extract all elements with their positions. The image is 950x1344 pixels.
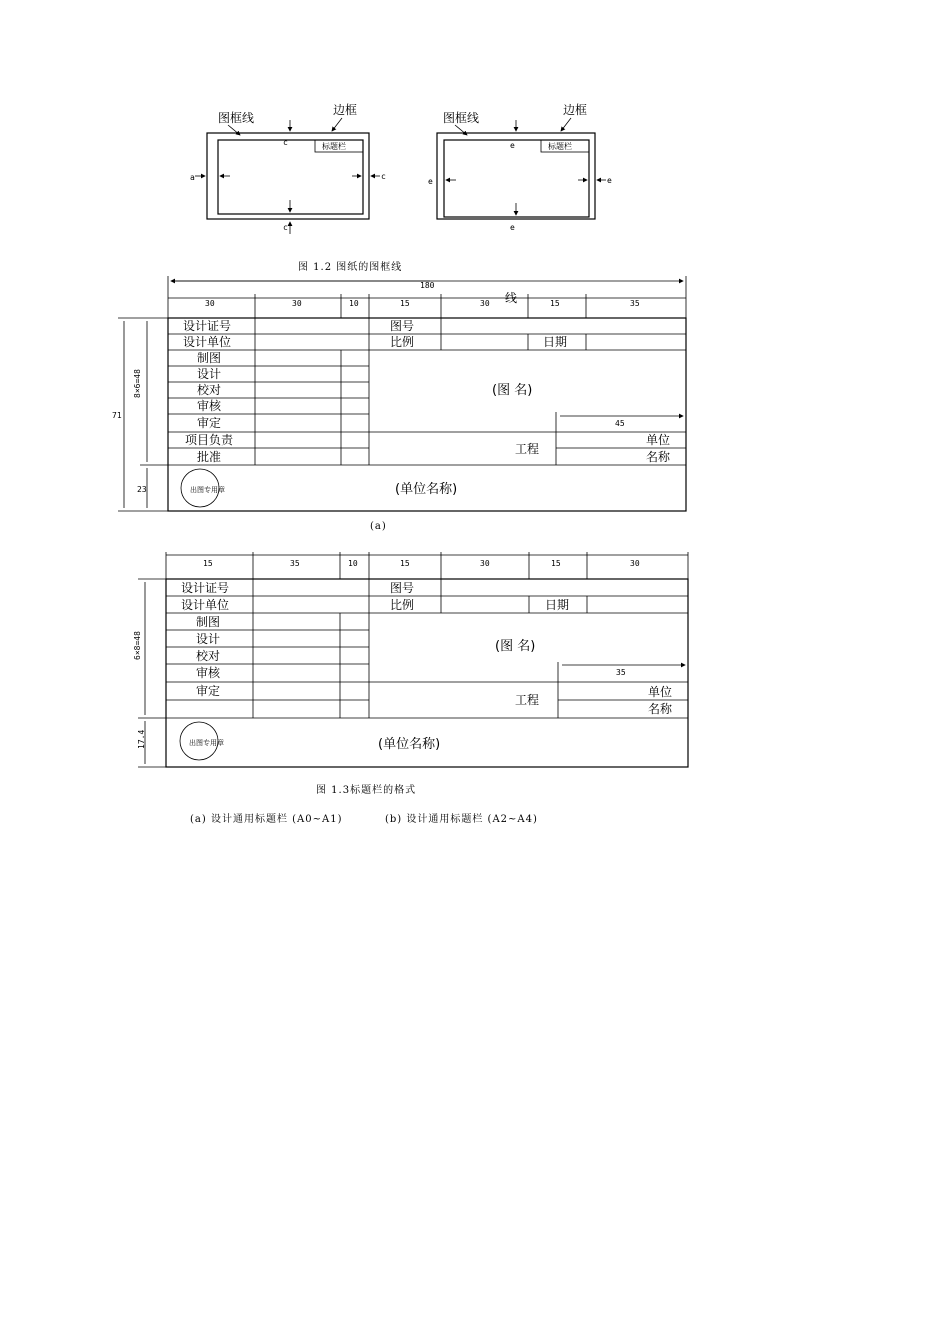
stamp-text: 出图专用章	[189, 739, 224, 747]
caption-a: (a) 设计通用标题栏 (A0~A1)	[190, 814, 343, 825]
fig12-caption: 图 1.2 图纸的图框线	[298, 262, 403, 273]
row-label: 设计	[197, 367, 222, 381]
height-bottom: 23	[137, 485, 147, 494]
row-label: 校对	[197, 383, 222, 397]
dim-e-bottom: e	[510, 223, 515, 232]
col-dim: 15	[400, 299, 410, 308]
row-label: 审核	[197, 399, 222, 413]
project-label: 工程	[515, 442, 540, 456]
drawing-no-label: 图号	[390, 319, 415, 333]
scale-label: 比例	[390, 598, 415, 612]
frame-line-callout: 图框线	[443, 111, 480, 125]
col-dim: 35	[290, 559, 300, 568]
row-label: 校对	[196, 649, 221, 663]
project-name-label: 名称	[646, 450, 671, 464]
fig12-right	[428, 102, 612, 232]
dim-c-right: c	[381, 172, 386, 181]
col-dim: 10	[349, 299, 359, 308]
company-name: (单位名称)	[395, 482, 458, 497]
row-label: 审定	[197, 416, 222, 430]
project-name-label: 名称	[648, 702, 673, 716]
row-label: 设计	[196, 632, 221, 646]
col-dim: 30	[480, 299, 490, 308]
dim-a: a	[190, 173, 195, 182]
title-block-label: 标题栏	[548, 142, 572, 151]
row-label: 设计证号	[183, 319, 232, 333]
drawing-no-label: 图号	[390, 581, 415, 595]
row-label: 批准	[197, 450, 222, 464]
col-dim: 30	[630, 559, 640, 568]
frame-line-right	[444, 140, 589, 217]
col-dim: 10	[348, 559, 358, 568]
date-label: 日期	[545, 598, 570, 612]
drawing-name: (图 名)	[492, 383, 533, 398]
title-block-a	[112, 276, 686, 511]
caption-b: (b) 设计通用标题栏 (A2~A4)	[385, 814, 538, 825]
col-dim: 30	[480, 559, 490, 568]
border-callout: 边框	[333, 103, 358, 117]
col-dim: 15	[551, 559, 561, 568]
title-block-b	[133, 552, 688, 767]
height-rows: 8×6=48	[133, 369, 142, 398]
unit-label: 单位	[648, 685, 673, 699]
col-dim: 15	[203, 559, 213, 568]
dim-45: 45	[615, 419, 625, 428]
date-label: 日期	[543, 335, 568, 349]
row-label: 制图	[197, 351, 222, 365]
row-label: 制图	[196, 615, 221, 629]
total-width-label: 180	[420, 281, 435, 290]
frame-line-left	[218, 140, 363, 214]
frame-line-callout: 图框线	[218, 111, 255, 125]
row-label: 审定	[196, 684, 221, 698]
height-rows: 6×8=48	[133, 631, 142, 660]
height-bottom: 17.4	[137, 729, 146, 749]
dim-35: 35	[616, 668, 626, 677]
row-label: 项目负责	[185, 433, 234, 447]
fig12-left	[190, 102, 386, 234]
col-dim: 35	[630, 299, 640, 308]
col-dim: 15	[400, 559, 410, 568]
scale-label: 比例	[390, 335, 415, 349]
project-label: 工程	[515, 693, 540, 707]
dim-c-top: c	[283, 138, 288, 147]
dim-e-top: e	[510, 141, 515, 150]
dim-c-bottom: c	[283, 223, 288, 232]
dim-e-right: e	[607, 176, 612, 185]
col-dim: 30	[292, 299, 302, 308]
height-total: 71	[112, 411, 122, 420]
stamp-text: 出图专用章	[190, 486, 225, 494]
title-block-label: 标题栏	[322, 142, 346, 151]
label-a: (a)	[370, 521, 387, 532]
border-callout: 边框	[563, 103, 588, 117]
col-dim: 30	[205, 299, 215, 308]
company-name: (单位名称)	[378, 737, 441, 752]
fig13-caption: 图 1.3标题栏的格式	[316, 785, 417, 796]
unit-label: 单位	[646, 433, 671, 447]
row-label: 设计证号	[181, 581, 230, 595]
drawing-name: (图 名)	[495, 639, 536, 654]
border-callout-arrow	[561, 118, 571, 131]
row-label: 设计单位	[183, 335, 232, 349]
border-callout-arrow	[332, 118, 342, 131]
row-label: 审核	[196, 666, 221, 680]
dim-e-left: e	[428, 177, 433, 186]
line-mark: 线	[505, 291, 518, 305]
row-label: 设计单位	[181, 598, 230, 612]
col-dim: 15	[550, 299, 560, 308]
